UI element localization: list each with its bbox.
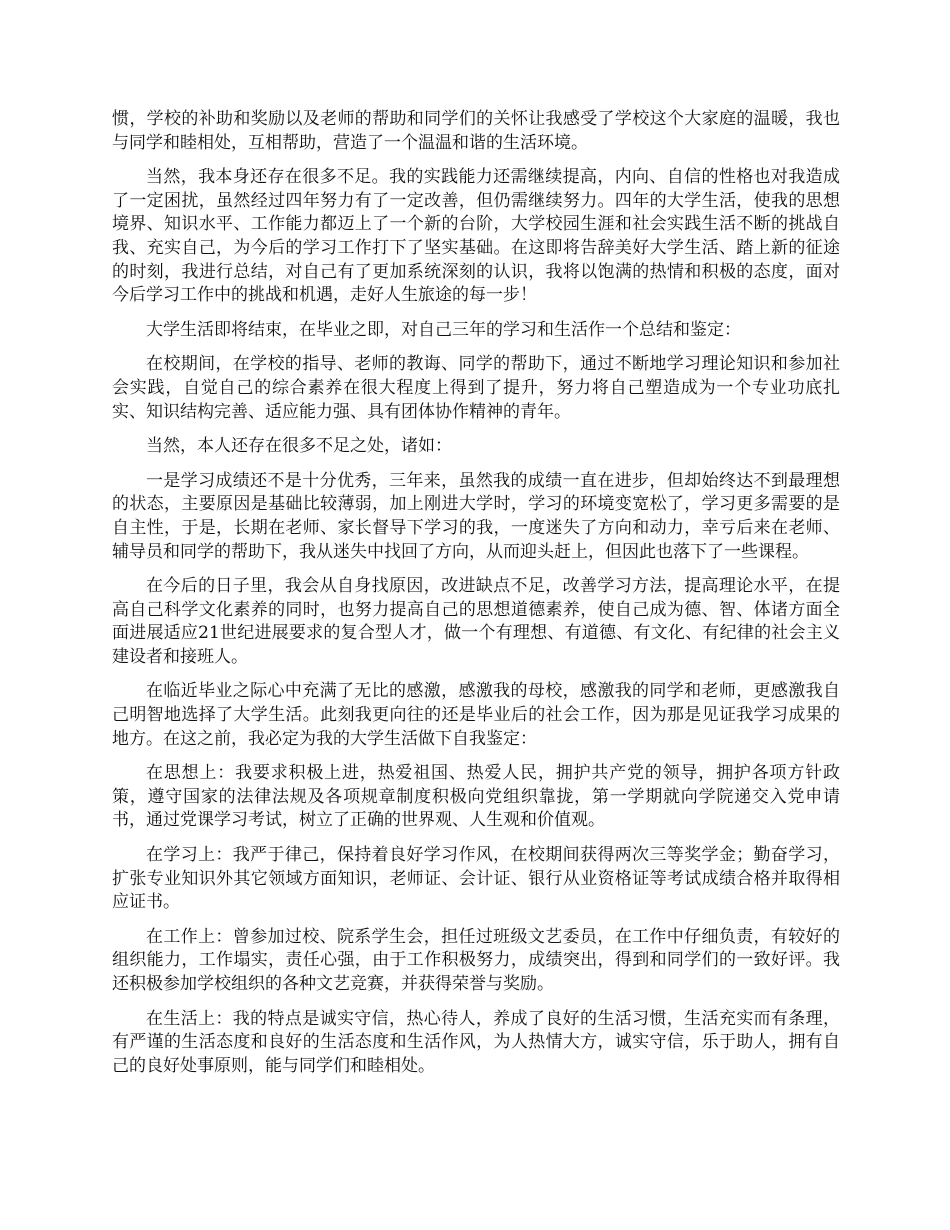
paragraph-ideology: 在思想上：我要求积极上进，热爱祖国、热爱人民，拥护共产党的领导，拥护各项方针政策，遵守国家的法律法规及各项规章制度积极向党组织靠拢，第一学期就向学院递交入党申请书，通过党课学习考试，树立了正确的世界观、人生观和价值观。 — [112, 763, 840, 831]
paragraph-gratitude: 在临近毕业之际心中充满了无比的感激，感激我的母校，感激我的同学和老师，更感激我自己明智地选择了大学生活。此刻我更向往的还是毕业后的社会工作，因为那是见证我学习成果的地方。在这之前，我必定为我的大学生活做下自我鉴定： — [112, 681, 840, 749]
paragraph-school-period: 在校期间，在学校的指导、老师的教诲、同学的帮助下，通过不断地学习理论知识和参加社会实践，自觉自己的综合素养在很大程度上得到了提升，努力将自己塑造成为一个专业功底扎实、知识结构完善、适应能力强、具有团体协作精神的青年。 — [112, 354, 840, 422]
paragraph-study: 在学习上：我严于律己，保持着良好学习作风，在校期间获得两次三等奖学金；勤奋学习，扩张专业知识外其它领域方面知识，老师证、会计证、银行从业资格证等考试成绩合格并取得相应证书。 — [112, 845, 840, 913]
paragraph-intro: 大学生活即将结束，在毕业之即，对自己三年的学习和生活作一个总结和鉴定： — [146, 319, 741, 340]
paragraph-continued: 惯，学校的补助和奖励以及老师的帮助和同学们的关怀让我感受了学校这个大家庭的温暖，我也与同学和睦相处，互相帮助，营造了一个温温和谐的生活环境。 — [112, 109, 840, 153]
paragraph-shortcomings: 当然，我本身还存在很多不足。我的实践能力还需继续提高，内向、自信的性格也对我造成了一定困扰，虽然经过四年努力有了一定改善，但仍需继续努力。四年的大学生活，使我的思想境界、知识水平、工作能力都迈上了一个新的台阶，大学校园生涯和社会实践生活不断的挑战自我、充实自己，为今后的学习工作打下了坚实基础。在这即将告辞美好大学生活、踏上新的征途的时刻，我进行总结，对自己有了更加系统深刻的认识，我将以饱满的热情和积极的态度，面对今后学习工作中的挑战和机遇，走好人生旅途的每一步！ — [112, 167, 840, 306]
document-body — [112, 108, 840, 1089]
paragraph-future-plan: 在今后的日子里，我会从自身找原因，改进缺点不足，改善学习方法，提高理论水平，在提高自己科学文化素养的同时，也努力提高自己的思想道德素养，使自己成为德、智、体诸方面全面进展适应21世纪进展要求的复合型人才，做一个有理想、有道德、有文化、有纪律的社会主义建设者和接班人。 — [112, 576, 840, 667]
paragraph-deficiencies: 当然，本人还存在很多不足之处，诸如： — [146, 436, 452, 457]
paragraph-work: 在工作上：曾参加过校、院系学生会，担任过班级文艺委员，在工作中仔细负责，有较好的组织能力，工作塌实，责任心强，由于工作积极努力，成绩突出，得到和同学们的一致好评。我还积极参加学校组织的各种文艺竞赛，并获得荣誉与奖励。 — [112, 926, 840, 994]
paragraph-study-grades: 一是学习成绩还不是十分优秀，三年来，虽然我的成绩一直在进步，但却始终达不到最理想的状态，主要原因是基础比较薄弱，加上刚进大学时，学习的环境变宽松了，学习更多需要的是自主性，于是，长期在老师、家长督导下学习的我，一度迷失了方向和动力，幸亏后来在老师、辅导员和同学的帮助下，我从迷失中找回了方向，从而迎头赶上，但因此也落下了一些课程。 — [112, 470, 840, 562]
paragraph-life: 在生活上：我的特点是诚实守信，热心待人，养成了良好的生活习惯，生活充实而有条理，有严谨的生活态度和良好的生活态度和生活作风，为人热情大方，诚实守信，乐于助人，拥有自己的良好处事原则，能与同学们和睦相处。 — [112, 1008, 840, 1076]
